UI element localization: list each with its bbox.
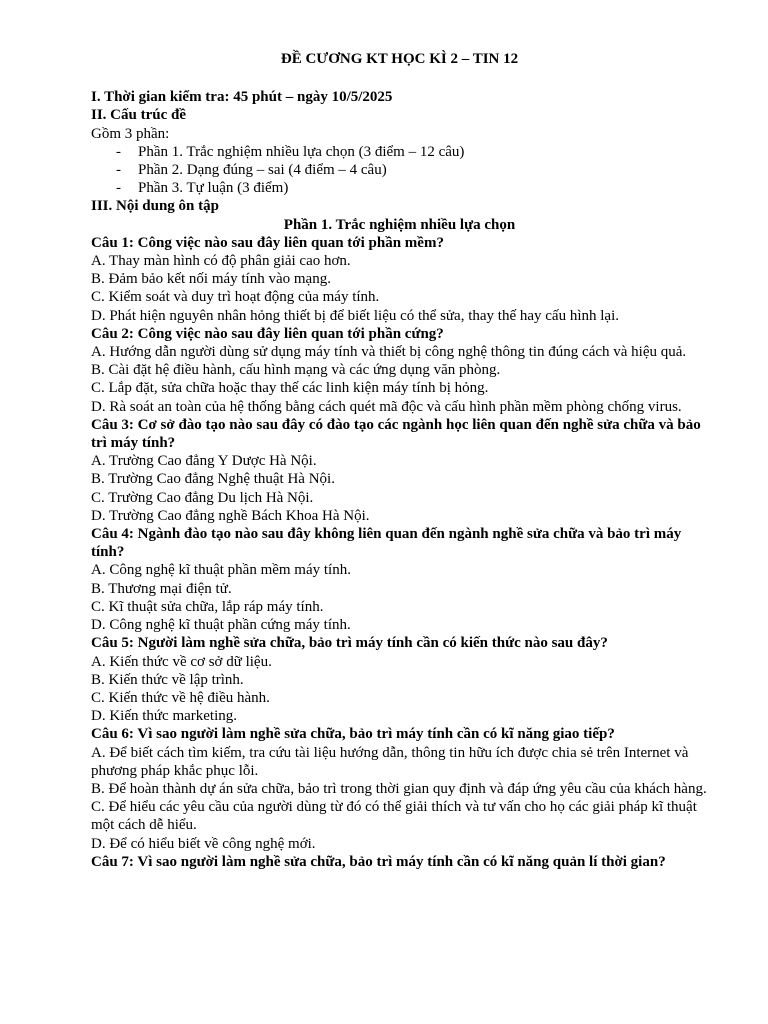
list-item: - Phần 2. Dạng đúng – sai (4 điểm – 4 câu) — [116, 161, 708, 179]
answer-option: B. Để hoàn thành dự án sửa chữa, bảo trì trong thời gian quy định và đáp ứng yêu cầu của khách hàng. — [91, 780, 707, 797]
answer-option: D. Phát hiện nguyên nhân hỏng thiết bị để biết liệu có thể sửa, thay thế hay cấu hình lại. — [91, 307, 620, 324]
answer-option: B. Cài đặt hệ điều hành, cấu hình mạng và các ứng dụng văn phòng. — [91, 362, 501, 379]
answer-option: C. Lắp đặt, sửa chữa hoặc thay thế các linh kiện máy tính bị hỏng. — [91, 380, 489, 397]
question-3 — [91, 416, 708, 525]
answer-option: A. Để biết cách tìm kiếm, tra cứu tài liệu hướng dẫn, thông tin hữu ích được chia sẻ trên Internet và phương pháp khắc phục lỗi. — [91, 744, 689, 779]
answer-option: D. Để có hiểu biết về công nghệ mới. — [91, 835, 316, 852]
document-title: ĐỀ CƯƠNG KT HỌC KÌ 2 – TIN 12 — [280, 51, 519, 67]
answer-option: B. Đảm bảo kết nối máy tính vào mạng. — [91, 271, 331, 288]
answer-option: A. Hướng dẫn người dùng sử dụng máy tính và thiết bị công nghệ thông tin đúng cách và hiệu quả. — [91, 344, 687, 361]
answer-option: D. Công nghệ kĩ thuật phần cứng máy tính. — [91, 617, 351, 634]
answer-option: D. Rà soát an toàn của hệ thống bằng cách quét mã độc và cấu hình phần mềm phòng chống virus. — [91, 398, 682, 415]
question-text: Câu 5: Người làm nghề sửa chữa, bảo trì máy tính cần có kiến thức nào sau đây? — [91, 635, 608, 652]
list-item: - Phần 1. Trắc nghiệm nhiều lựa chọn (3 điểm – 12 câu) — [116, 143, 708, 161]
answer-option: B. Kiến thức về lập trình. — [91, 671, 244, 688]
question-text: Câu 3: Cơ sở đào tạo nào sau đây có đào tạo các ngành học liên quan đến nghề sửa chữa và bảo trì máy tính? — [91, 416, 701, 452]
answer-option: A. Kiến thức về cơ sở dữ liệu. — [91, 653, 272, 670]
section-2-heading: II. Cấu trúc đề — [91, 107, 187, 124]
answer-option: A. Thay màn hình có độ phân giải cao hơn. — [91, 253, 351, 270]
question-1 — [91, 234, 708, 325]
question-text: Câu 1: Công việc nào sau đây liên quan tới phần mềm? — [91, 234, 444, 251]
question-7 — [91, 853, 708, 871]
parts-list — [91, 143, 708, 198]
answer-option: B. Thương mại điện tử. — [91, 580, 232, 597]
question-2 — [91, 325, 708, 416]
question-text: Câu 4: Ngành đào tạo nào sau đây không liên quan đến ngành nghề sửa chữa và bảo trì máy tính? — [91, 526, 682, 561]
answer-option: A. Công nghệ kĩ thuật phần mềm máy tính. — [91, 562, 351, 579]
section-3-heading: III. Nội dung ôn tập — [91, 198, 219, 215]
list-item: - Phần 3. Tự luận (3 điểm) — [116, 179, 708, 197]
answer-option: B. Trường Cao đẳng Nghệ thuật Hà Nội. — [91, 471, 335, 488]
part-1-heading: Phần 1. Trắc nghiệm nhiều lựa chọn — [283, 216, 516, 233]
answer-option: C. Kiểm soát và duy trì hoạt động của máy tính. — [91, 289, 380, 306]
question-6 — [91, 725, 708, 852]
question-text: Câu 2: Công việc nào sau đây liên quan tới phần cứng? — [91, 325, 444, 342]
answer-option: C. Để hiểu các yêu cầu của người dùng từ đó có thể giải thích và tư vấn cho họ các giải pháp kĩ thuật một cách dễ hiểu. — [91, 799, 697, 834]
answer-option: C. Trường Cao đẳng Du lịch Hà Nội. — [91, 489, 314, 506]
answer-option: C. Kiến thức về hệ điều hành. — [91, 689, 270, 706]
section-1-heading: I. Thời gian kiểm tra: 45 phút – ngày 10/5/2025 — [91, 89, 393, 106]
section-2-intro: Gồm 3 phần: — [91, 125, 170, 142]
question-5 — [91, 634, 708, 725]
question-4 — [91, 525, 708, 634]
question-text: Câu 7: Vì sao người làm nghề sửa chữa, bảo trì máy tính cần có kĩ năng quản lí thời gian? — [91, 853, 666, 870]
answer-option: C. Kĩ thuật sửa chữa, lắp ráp máy tính. — [91, 598, 324, 615]
answer-option: A. Trường Cao đẳng Y Dược Hà Nội. — [91, 453, 317, 470]
question-text: Câu 6: Vì sao người làm nghề sửa chữa, bảo trì máy tính cần có kĩ năng giao tiếp? — [91, 726, 615, 743]
answer-option: D. Kiến thức marketing. — [91, 708, 238, 725]
answer-option: D. Trường Cao đẳng nghề Bách Khoa Hà Nội. — [91, 507, 370, 524]
